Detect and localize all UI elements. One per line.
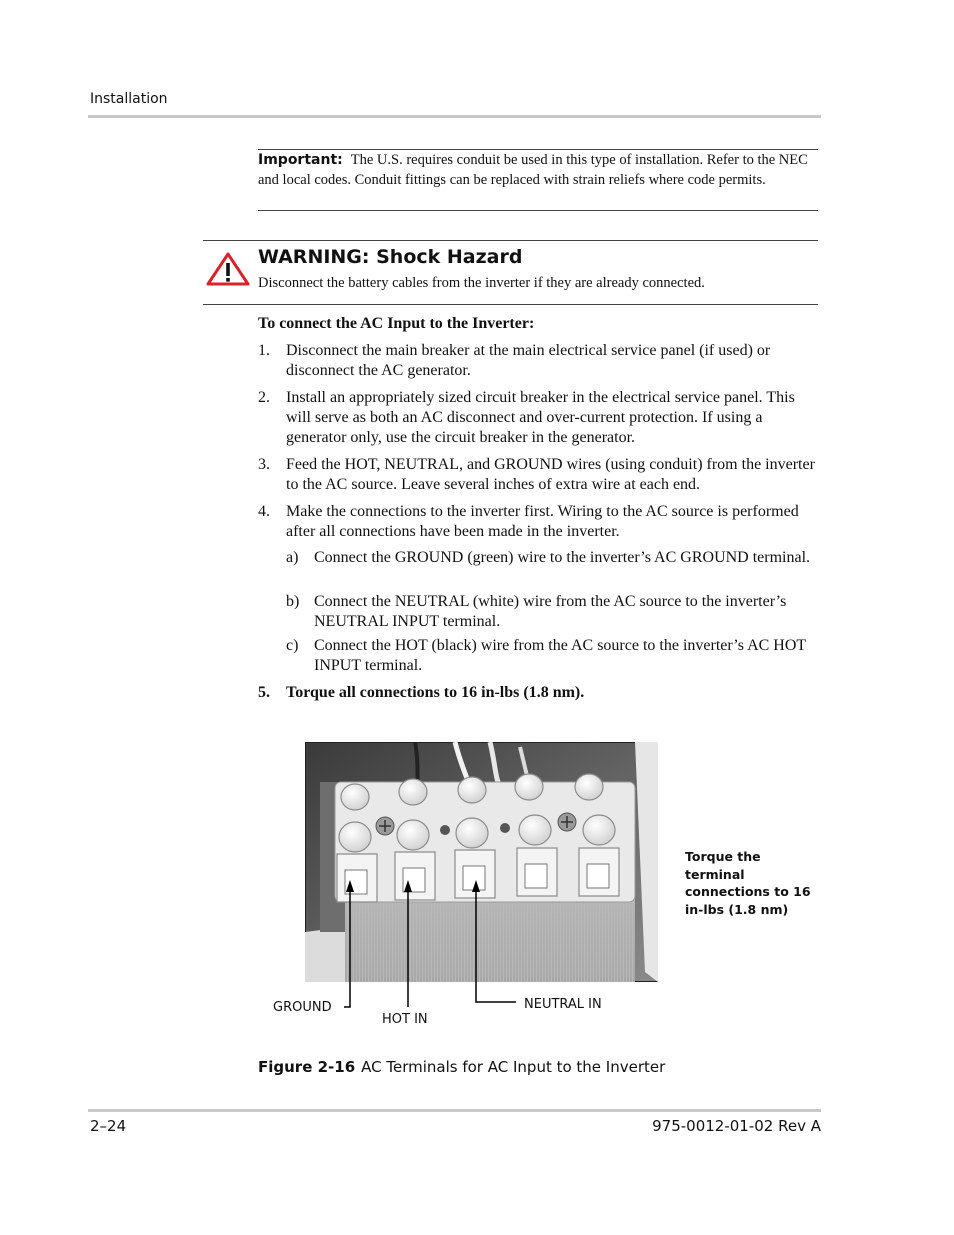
step-number: 3. xyxy=(258,456,270,473)
important-bottom-rule xyxy=(258,210,818,211)
figure-number: Figure 2-16 xyxy=(258,1058,356,1076)
substep-text: Connect the HOT (black) wire from the AC source to the inverter’s AC HOT INPUT terminal. xyxy=(314,637,806,674)
warning-top-rule xyxy=(203,240,818,241)
warning-title: WARNING: Shock Hazard xyxy=(258,246,523,268)
substep-letter: b) xyxy=(286,593,300,610)
procedure-title: To connect the AC Input to the Inverter: xyxy=(258,315,535,332)
procedure-step xyxy=(258,455,818,495)
page-number: 2–24 xyxy=(90,1117,127,1135)
step-number: 5. xyxy=(258,684,270,701)
substep-text: Connect the GROUND (green) wire to the inverter’s AC GROUND terminal. xyxy=(314,549,811,566)
footer-rule xyxy=(88,1109,821,1112)
header-rule xyxy=(88,115,821,118)
procedure-substep xyxy=(286,592,818,632)
step-text: Install an appropriately sized circuit breaker in the electrical service panel. This will serve as both an AC disconnect and over-current protection. If using a generator only, use the circuit breaker in the generator. xyxy=(286,389,795,446)
step-text: Make the connections to the inverter first. Wiring to the AC source is performed after all connections have been made in the inverter. xyxy=(286,503,799,540)
step-text: Torque all connections to 16 in-lbs (1.8 nm). xyxy=(286,684,585,701)
warning-text: Disconnect the battery cables from the inverter if they are already connected. xyxy=(258,275,705,291)
figure-caption-text: AC Terminals for AC Input to the Inverter xyxy=(361,1058,666,1076)
important-text: The U.S. requires conduit be used in this type of installation. Refer to the NEC and local codes. Conduit fittings can be replaced with strain reliefs where code permits. xyxy=(258,152,808,188)
substep-letter: a) xyxy=(286,549,299,566)
step-text: Disconnect the main breaker at the main electrical service panel (if used) or disconnect the AC generator. xyxy=(286,342,771,379)
document-number: 975-0012-01-02 Rev A xyxy=(652,1117,821,1135)
substep-text: Connect the NEUTRAL (white) wire from the AC source to the inverter’s NEUTRAL INPUT terminal. xyxy=(314,593,787,630)
important-note xyxy=(258,150,818,190)
procedure-step xyxy=(258,341,818,381)
callout-neutral-in: NEUTRAL IN xyxy=(524,997,602,1012)
running-header: Installation xyxy=(90,91,168,107)
procedure-step xyxy=(258,683,818,703)
callout-torque-note: Torque the terminal connections to 16 in-lbs (1.8 nm) xyxy=(685,849,811,917)
procedure-step xyxy=(258,388,818,448)
step-number: 1. xyxy=(258,342,270,359)
important-label: Important: xyxy=(258,152,343,168)
procedure-step xyxy=(258,502,818,542)
callout-hot-in: HOT IN xyxy=(382,1012,428,1027)
warning-triangle-icon xyxy=(206,252,250,286)
step-number: 4. xyxy=(258,503,270,520)
step-number: 2. xyxy=(258,389,270,406)
procedure-substep xyxy=(286,548,818,568)
callout-ground: GROUND xyxy=(273,1000,332,1015)
step-text: Feed the HOT, NEUTRAL, and GROUND wires (using conduit) from the inverter to the AC source. Leave several inches of extra wire at each end. xyxy=(286,456,815,493)
substep-letter: c) xyxy=(286,637,299,654)
warning-bottom-rule xyxy=(203,304,818,305)
figure-caption xyxy=(258,1058,665,1076)
procedure-substep xyxy=(286,636,818,676)
